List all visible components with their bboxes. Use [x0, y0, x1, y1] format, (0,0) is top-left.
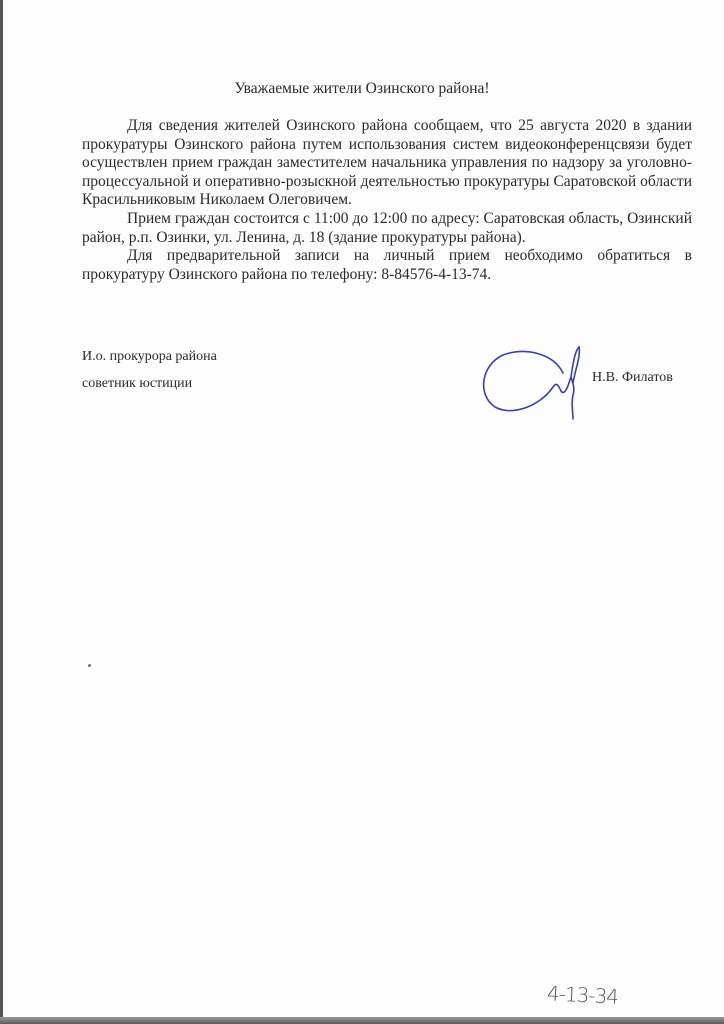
signatory-position — [82, 343, 217, 397]
position-line-1: И.о. прокурора района — [82, 349, 217, 364]
document-title: Уважаемые жители Озинского района! — [234, 80, 490, 97]
scan-edge-bottom — [0, 1017, 724, 1024]
signatory-name: Н.В. Филатов — [592, 370, 673, 385]
paragraph-schedule: Прием граждан состоится с 11:00 до 12:00 по адресу: Саратовская область, Озинский район, р.п. Озинки, ул. Ленина, д. 18 (здание прокуратуры района). — [82, 209, 692, 246]
paragraph-announcement: Для сведения жителей Озинского района сообщаем, что 25 августа 2020 в здании прокуратуры Озинского района путем использования систем видеоконференцсвязи будет осуществлен прием граждан заместителем начальника управления по надзору за уголовно-процессуальной и оперативно-розыскной деятельностью прокуратуры Саратовской области Красильниковым Николаем Олеговичем. — [82, 117, 692, 209]
handwritten-note: 4-13-34 — [546, 981, 619, 1009]
document-body — [82, 117, 692, 284]
scan-edge-left — [0, 0, 3, 1024]
handwritten-signature — [475, 343, 585, 423]
paragraph-contact: Для предварительной записи на личный прием необходимо обратиться в прокуратуру Озинского района по телефону: 8-84576-4-13-74. — [82, 247, 692, 283]
scan-speck — [88, 664, 91, 667]
position-line-2: советник юстиции — [82, 376, 193, 391]
